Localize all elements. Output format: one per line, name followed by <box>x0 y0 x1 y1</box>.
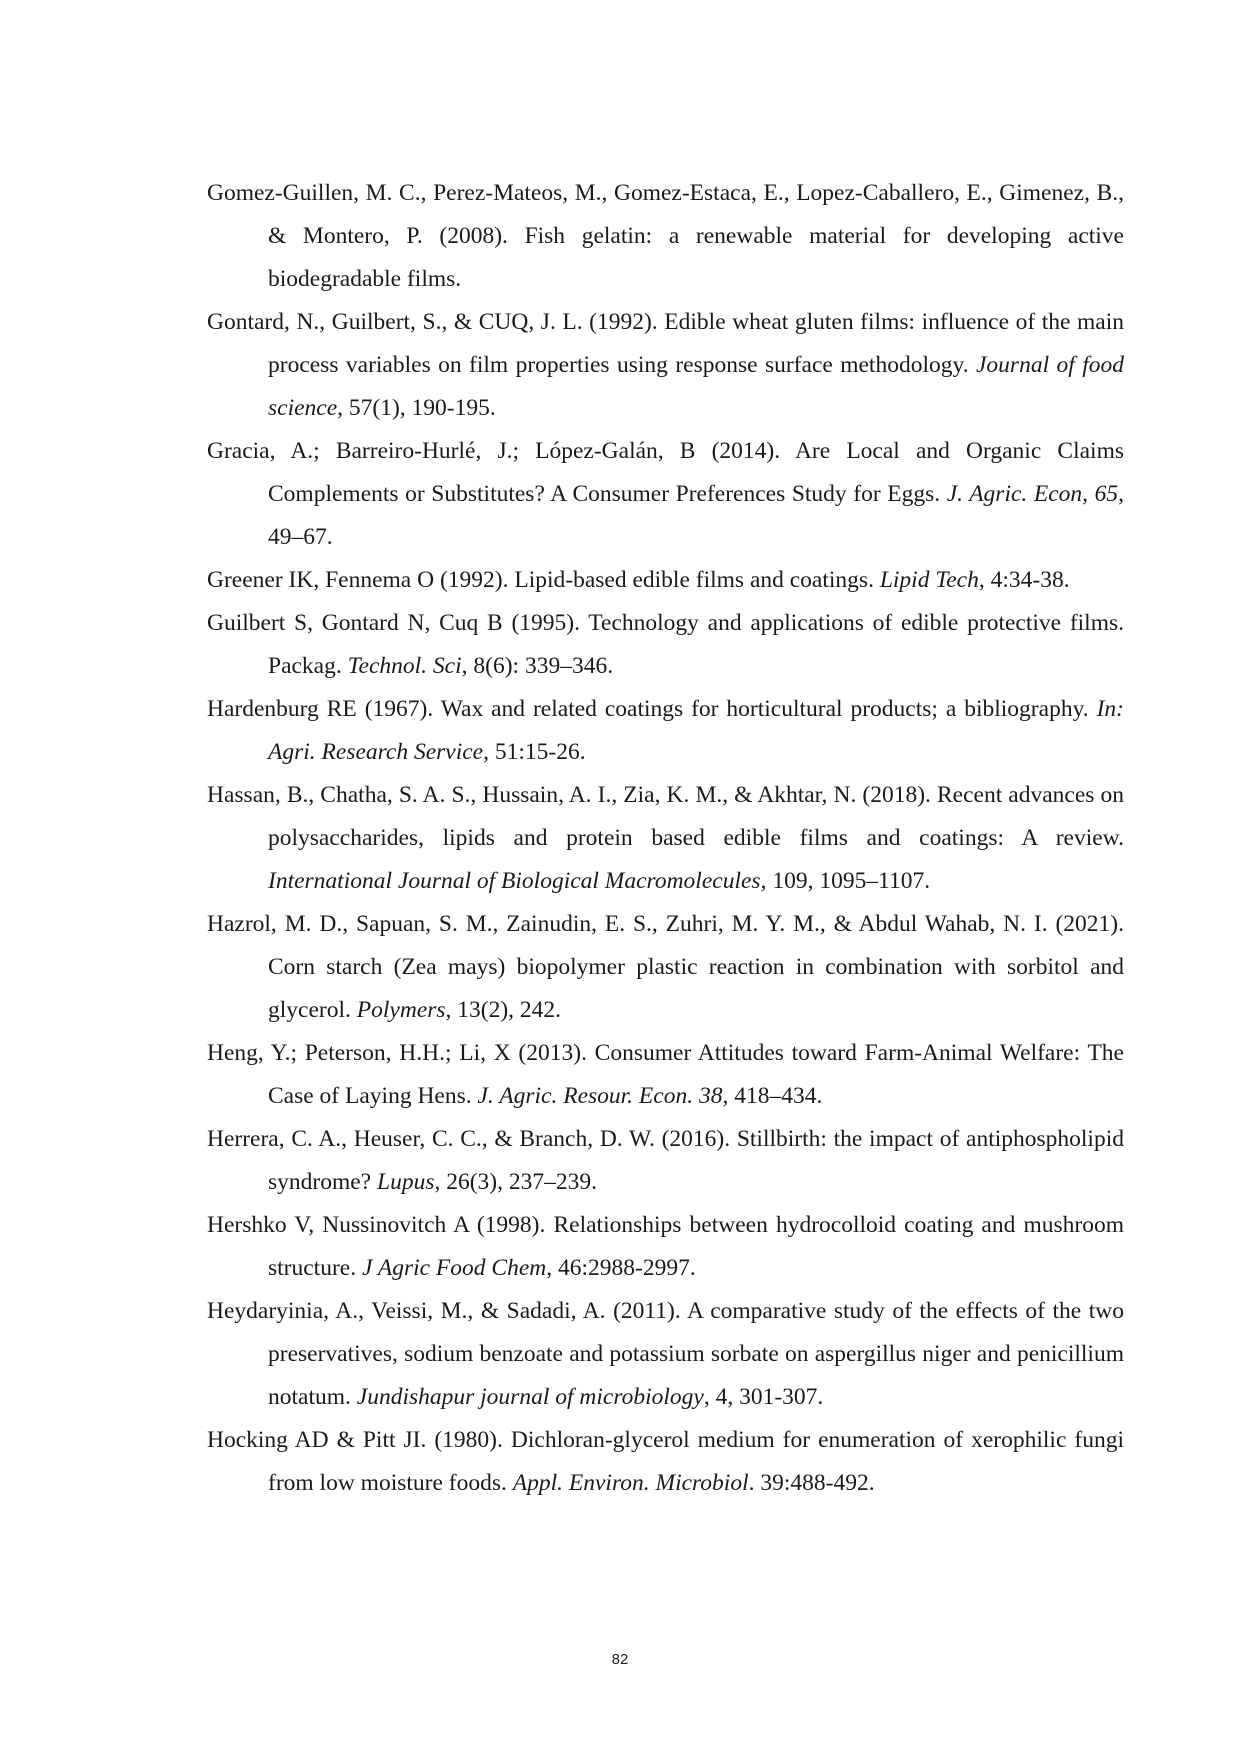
reference-entry <box>207 1290 1124 1419</box>
reference-journal: Lipid Tech <box>879 567 979 593</box>
reference-details: 109, 1095–1107. <box>766 868 931 894</box>
reference-journal: International Journal of Biological Macromolecules, <box>268 868 767 894</box>
reference-text: Gracia, A.; Barreiro-Hurlé, J.; López-Galán, B (2014). Are Local and Organic Claims Complements or Substitutes? A Consumer Preferences Study for Eggs. <box>207 438 1124 507</box>
reference-entry <box>207 1118 1124 1204</box>
reference-text: Hazrol, M. D., Sapuan, S. M., Zainudin, E. S., Zuhri, M. Y. M., & Abdul Wahab, N. I. (2021). Corn starch (Zea mays) biopolymer plastic reaction in combination with sorbitol and glycerol. <box>207 911 1124 1023</box>
reference-entry <box>207 688 1124 774</box>
reference-text: Greener IK, Fennema O (1992). Lipid-based edible films and coatings. <box>207 567 880 593</box>
reference-journal: Journal of food science <box>268 352 1124 421</box>
reference-entry <box>207 774 1124 903</box>
reference-details: , 46:2988-2997. <box>546 1255 696 1281</box>
reference-journal: J. Agric. Resour. Econ. 38 <box>477 1083 723 1109</box>
reference-details: , 418–434. <box>722 1083 823 1109</box>
reference-details: , 51:15-26. <box>483 739 586 765</box>
reference-journal: Jundishapur journal of microbiology <box>356 1384 704 1410</box>
reference-entry <box>207 430 1124 559</box>
page-number: 82 <box>611 1651 629 1668</box>
reference-journal: Appl. Environ. Microbiol <box>512 1470 749 1496</box>
reference-text: Hassan, B., Chatha, S. A. S., Hussain, A. I., Zia, K. M., & Akhtar, N. (2018). Recent advances on polysaccharides, lipids and protein based edible films and coatings: A review. <box>207 782 1124 851</box>
reference-details: , 49–67. <box>268 481 1124 550</box>
reference-journal: Polymers <box>356 997 446 1023</box>
reference-text: Heng, Y.; Peterson, H.H.; Li, X (2013). Consumer Attitudes toward Farm-Animal Welfare: The Case of Laying Hens. <box>207 1040 1124 1109</box>
reference-entry <box>207 1419 1124 1505</box>
reference-details: , 4:34-38. <box>978 567 1070 593</box>
reference-text: Hardenburg RE (1967). Wax and related coatings for horticultural products; a bibliography. <box>207 696 1097 722</box>
reference-text: Gontard, N., Guilbert, S., & CUQ, J. L. (1992). Edible wheat gluten films: influence of the main process variables on film properties using response surface methodology. <box>207 309 1124 378</box>
reference-text: Hershko V, Nussinovitch A (1998). Relationships between hydrocolloid coating and mushroom structure. <box>207 1212 1124 1281</box>
reference-journal: J Agric Food Chem <box>361 1255 547 1281</box>
reference-entry <box>207 1204 1124 1290</box>
reference-journal: Lupus <box>377 1169 435 1195</box>
reference-text: Gomez-Guillen, M. C., Perez-Mateos, M., Gomez-Estaca, E., Lopez-Caballero, E., Gimenez, B., & Montero, P. (2008). Fish gelatin: a renewable material for developing active biodegradable films. <box>207 180 1124 292</box>
reference-details: , 13(2), 242. <box>445 997 562 1023</box>
reference-details: , 4, 301-307. <box>703 1384 824 1410</box>
reference-text: Guilbert S, Gontard N, Cuq B (1995). Technology and applications of edible protective films. Packag. <box>207 610 1124 679</box>
reference-text: Herrera, C. A., Heuser, C. C., & Branch, D. W. (2016). Stillbirth: the impact of antiphospholipid syndrome? <box>207 1126 1124 1195</box>
reference-list <box>207 172 1124 1505</box>
reference-entry <box>207 903 1124 1032</box>
reference-entry <box>207 602 1124 688</box>
reference-entry <box>207 559 1124 602</box>
reference-details: , 26(3), 237–239. <box>434 1169 597 1195</box>
reference-text: Hocking AD & Pitt JI. (1980). Dichloran-glycerol medium for enumeration of xerophilic fungi from low moisture foods. <box>207 1427 1124 1496</box>
reference-details: . 39:488-492. <box>748 1470 875 1496</box>
reference-entry <box>207 172 1124 301</box>
reference-entry <box>207 1032 1124 1118</box>
reference-journal: Technol. Sci <box>347 653 462 679</box>
reference-details: , 57(1), 190-195. <box>337 395 496 421</box>
reference-entry <box>207 301 1124 430</box>
reference-journal: J. Agric. Econ, 65 <box>946 481 1119 507</box>
reference-details: , 8(6): 339–346. <box>461 653 614 679</box>
reference-text: Heydaryinia, A., Veissi, M., & Sadadi, A. (2011). A comparative study of the effects of the two preservatives, sodium benzoate and potassium sorbate on aspergillus niger and penicillium notatum. <box>207 1298 1124 1410</box>
reference-journal: In: Agri. Research Service <box>268 696 1124 765</box>
